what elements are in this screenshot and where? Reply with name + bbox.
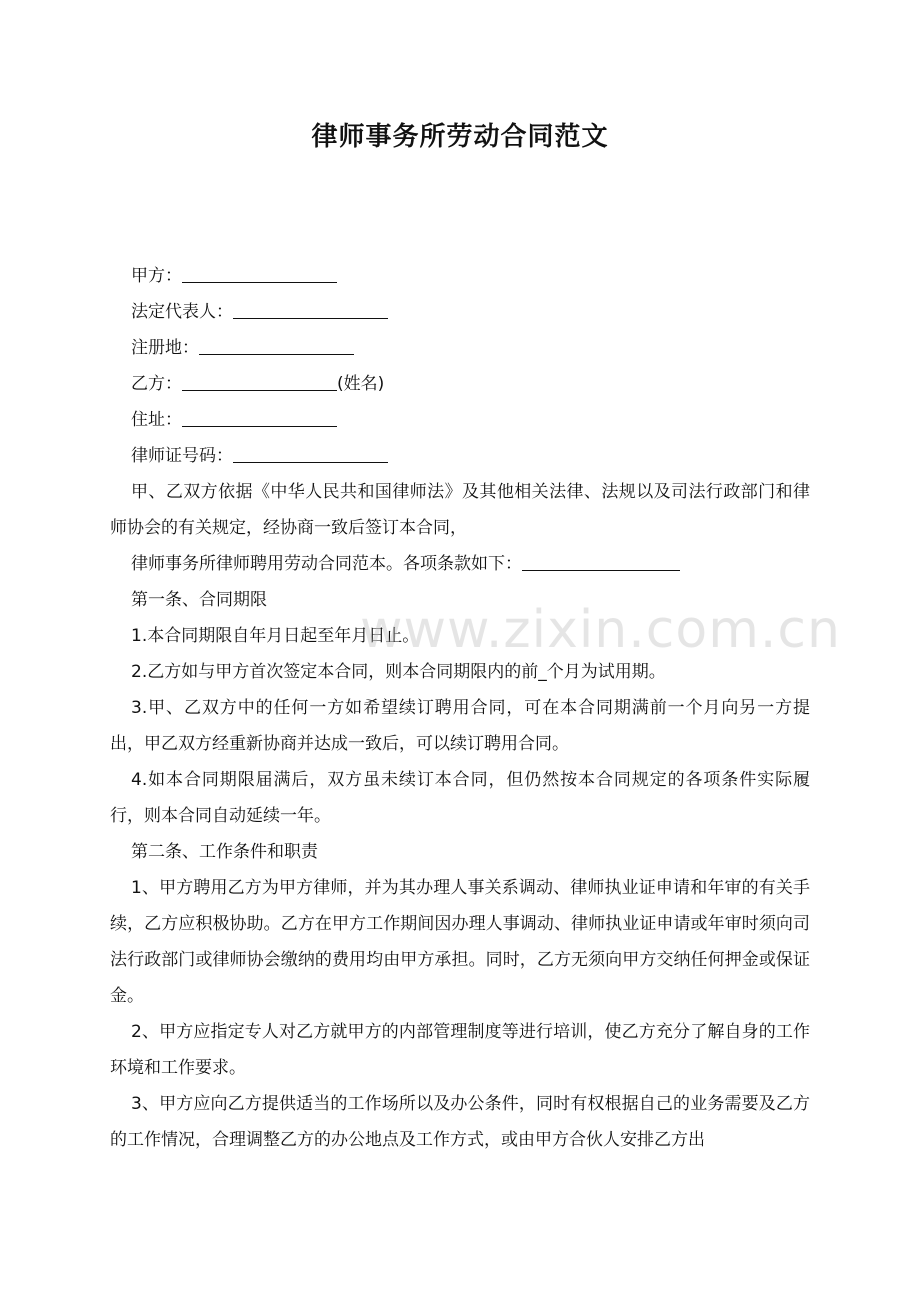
- field-party-b: [110, 366, 810, 402]
- field-suffix: (姓名): [337, 374, 385, 394]
- article-2-item: 3、甲方应向乙方提供适当的工作场所以及办公条件，同时有权根据自己的业务需要及乙方的工作情况，合理调整乙方的办公地点及工作方式，或由甲方合伙人安排乙方出: [110, 1094, 810, 1150]
- article-2-heading: 第二条、工作条件和职责: [131, 842, 318, 862]
- field-label: 法定代表人：: [131, 302, 233, 322]
- article-1-item: 1.本合同期限自年月日起至年月日止。: [131, 626, 420, 646]
- article-1-item: 3.甲、乙双方中的任何一方如希望续订聘用合同，可在本合同期满前一个月向另一方提出，甲乙双方经重新协商并达成一致后，可以续订聘用合同。: [110, 698, 810, 754]
- blank-line: [233, 298, 388, 319]
- document-title: 律师事务所劳动合同范文: [311, 122, 609, 152]
- field-reg-addr: [110, 330, 810, 366]
- document-body: [110, 258, 810, 1158]
- article-1-item: 2.乙方如与甲方首次签定本合同，则本合同期限内的前_个月为试用期。: [131, 662, 666, 682]
- field-legal-rep: [110, 294, 810, 330]
- article-1-item: 4.如本合同期限届满后，双方虽未续订本合同，但仍然按本合同规定的各项条件实际履行，则本合同自动延续一年。: [110, 770, 810, 826]
- field-label: 乙方：: [131, 374, 182, 394]
- field-label: 住址：: [131, 410, 182, 430]
- blank-line: [182, 262, 337, 283]
- field-label: 甲方：: [131, 266, 182, 286]
- article-1-heading: 第一条、合同期限: [131, 590, 267, 610]
- article-2-item: 1、甲方聘用乙方为甲方律师，并为其办理人事关系调动、律师执业证申请和年审的有关手续，乙方应积极协助。乙方在甲方工作期间因办理人事调动、律师执业证申请或年审时须向司法行政部门或律师协会缴纳的费用均由甲方承担。同时，乙方无须向甲方交纳任何押金或保证金。: [110, 878, 810, 1006]
- blank-line: [182, 370, 337, 391]
- blank-line: [233, 442, 388, 463]
- blank-line: [182, 406, 337, 427]
- blank-line: [199, 334, 354, 355]
- field-license-no: [110, 438, 810, 474]
- article-2-item: 2、甲方应指定专人对乙方就甲方的内部管理制度等进行培训，使乙方充分了解自身的工作环境和工作要求。: [110, 1022, 810, 1078]
- intro-text: 律师事务所律师聘用劳动合同范本。各项条款如下：: [131, 554, 522, 574]
- watermark: www.zixin.com.cn: [360, 600, 841, 660]
- blank-line: [522, 550, 680, 571]
- field-address: [110, 402, 810, 438]
- field-label: 律师证号码：: [131, 446, 233, 466]
- intro-paragraph: 甲、乙双方依据《中华人民共和国律师法》及其他相关法律、法规以及司法行政部门和律师协会的有关规定，经协商一致后签订本合同，: [110, 482, 810, 538]
- intro-paragraph-2: [110, 546, 810, 582]
- field-party-a: [110, 258, 810, 294]
- field-label: 注册地：: [131, 338, 199, 358]
